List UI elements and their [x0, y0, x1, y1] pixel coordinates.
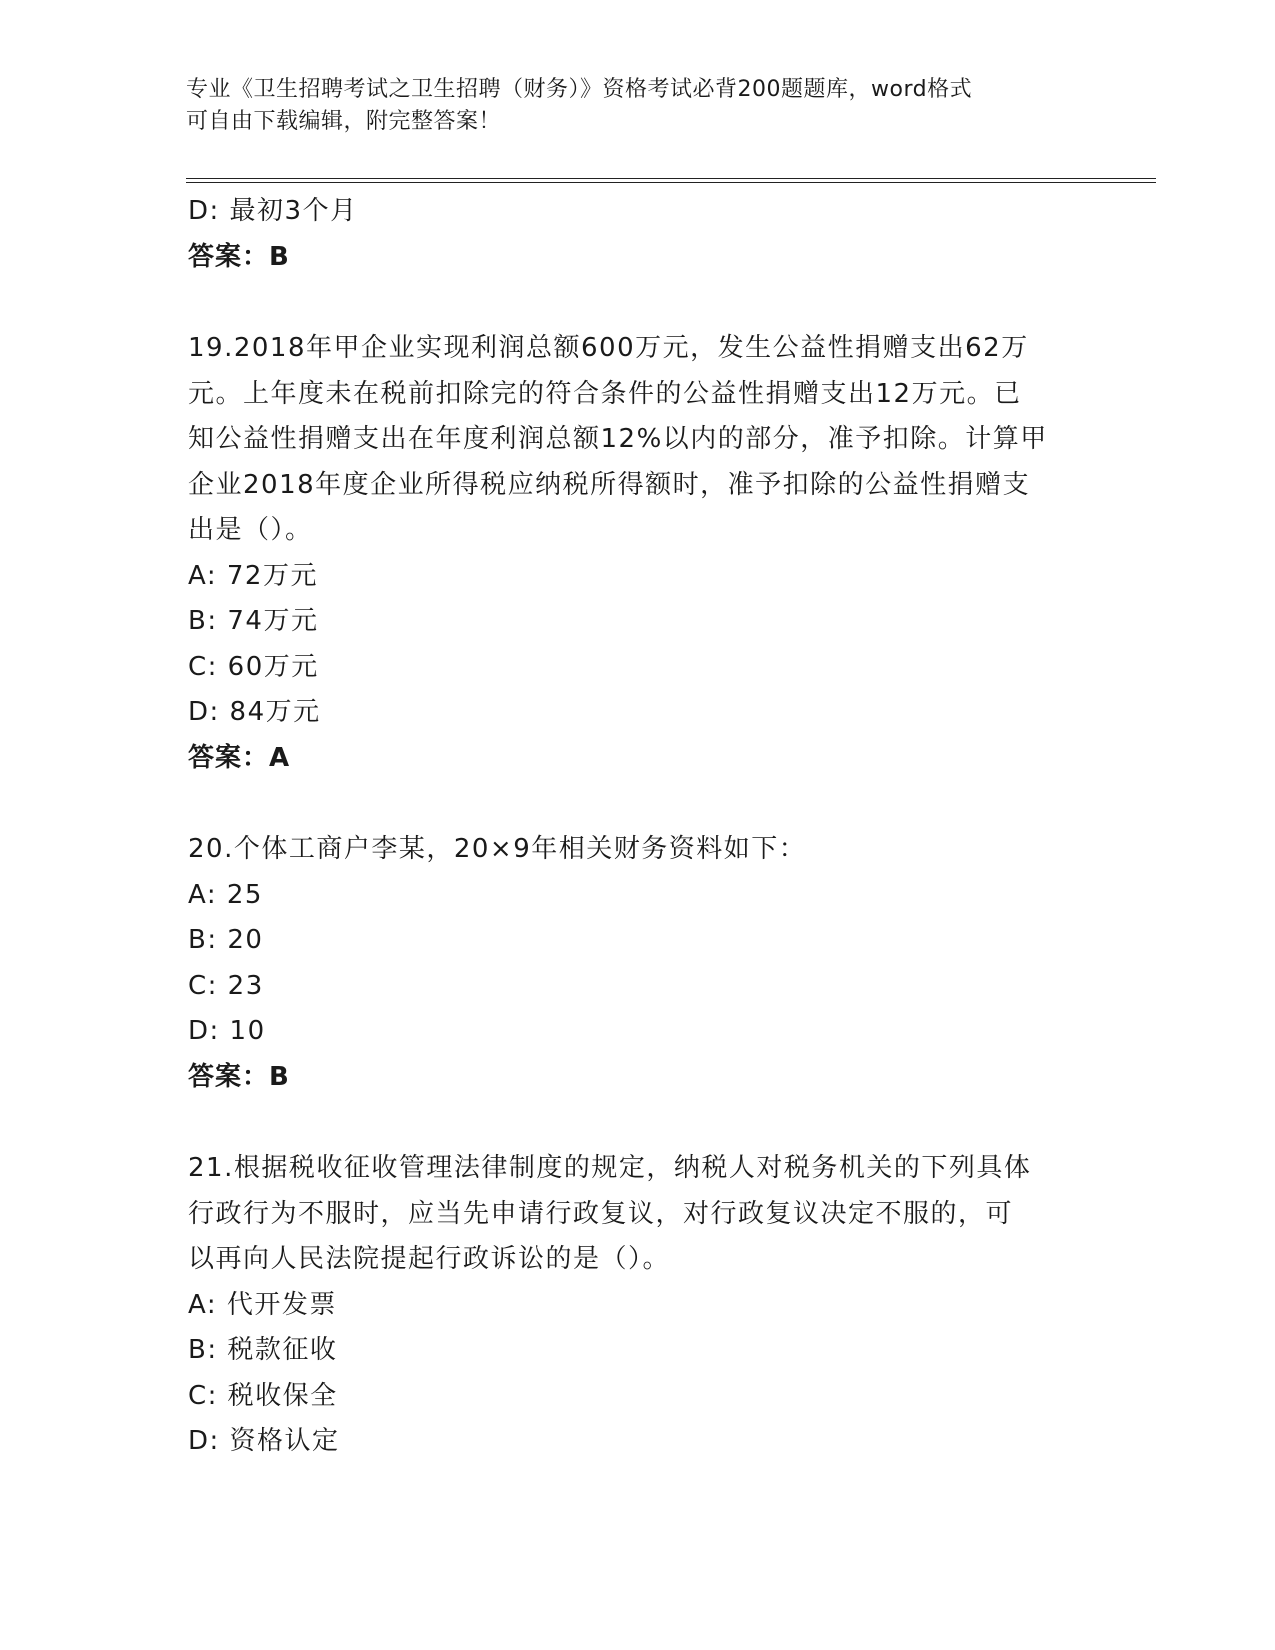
header-title-line-2: 可自由下载编辑，附完整答案！: [186, 109, 502, 134]
previous-question-tail: [188, 189, 1088, 280]
document-header: [186, 74, 1086, 138]
option-d: D: 84万元: [188, 697, 321, 727]
option-d: D: 最初3个月: [188, 196, 358, 226]
answer-line: 答案：B: [188, 1061, 290, 1092]
option-a: A: 代开发票: [188, 1289, 337, 1320]
header-divider-bottom: [186, 182, 1156, 183]
question-21: [188, 1146, 1088, 1465]
question-stem-line: 知公益性捐赠支出在年度利润总额12%以内的部分，准予扣除。计算甲: [188, 424, 1048, 454]
question-stem-line: 以再向人民法院提起行政诉讼的是（）。: [188, 1244, 671, 1274]
question-19: [188, 326, 1088, 781]
answer-line: 答案：A: [188, 742, 291, 773]
option-d: D: 10: [188, 1016, 266, 1046]
question-stem-line: 19.2018年甲企业实现利润总额600万元，发生公益性捐赠支出62万: [188, 333, 1029, 363]
header-title-line-1: 专业《卫生招聘考试之卫生招聘（财务）》资格考试必背200题题库，word格式: [186, 77, 973, 102]
header-divider-top: [186, 178, 1156, 179]
answer-line: 答案：B: [188, 241, 290, 272]
option-c: C: 60万元: [188, 651, 319, 682]
question-stem-line: 20.个体工商户李某，20×9年相关财务资料如下：: [188, 834, 807, 864]
question-20: [188, 827, 1088, 1100]
question-stem-line: 企业2018年度企业所得税应纳税所得额时，准予扣除的公益性捐赠支: [188, 469, 1031, 500]
question-stem-line: 出是（）。: [188, 515, 313, 545]
question-stem-line: 行政行为不服时，应当先申请行政复议，对行政复议决定不服的，可: [188, 1198, 1014, 1229]
option-c: C: 23: [188, 970, 264, 1001]
document-body: [188, 189, 1088, 1465]
option-b: B: 20: [188, 925, 264, 955]
option-b: B: 74万元: [188, 606, 319, 636]
option-c: C: 税收保全: [188, 1380, 338, 1411]
question-stem-line: 元。上年度未在税前扣除完的符合条件的公益性捐赠支出12万元。已: [188, 378, 1022, 409]
option-d: D: 资格认定: [188, 1426, 340, 1456]
option-b: B: 税款征收: [188, 1335, 338, 1365]
option-a: A: 72万元: [188, 560, 318, 591]
option-a: A: 25: [188, 879, 263, 910]
question-stem-line: 21.根据税收征收管理法律制度的规定，纳税人对税务机关的下列具体: [188, 1153, 1032, 1183]
